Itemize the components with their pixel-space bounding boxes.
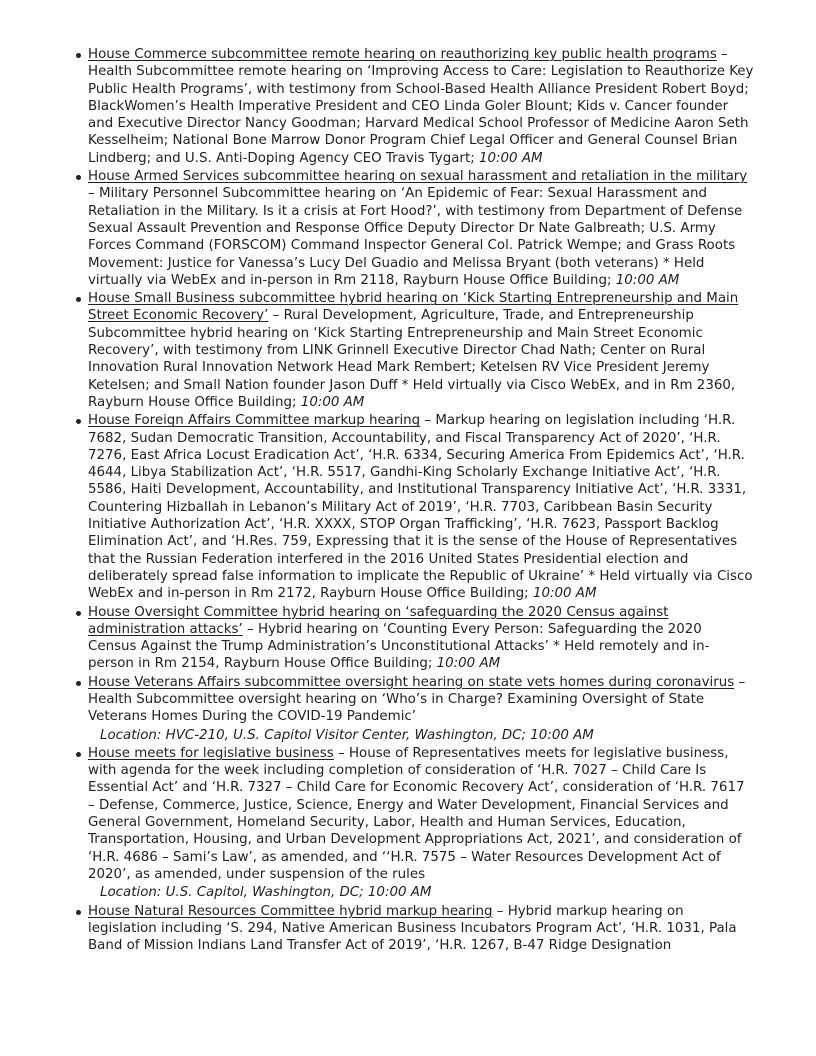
event-description: – Health Subcommittee remote hearing on ‘Improving Access to Care: Legislation to Reauthorize Key Public Health Programs’, with testimony from School-Based Health Alliance President Robert Boyd; BlackWomen’s Health Imperative President and CEO Linda Goler Blount; Kids v. Cancer founder and Executive Director Nancy Goodman; Harvard Medical School Professor of Medicine Aaron Seth Kesselheim; National Bone Marrow Donor Program Chief Legal Officer and General Counsel Brian Lindberg; and U.S. Anti-Doping Agency CEO Travis Tygart; [88, 47, 754, 166]
event-description: – Hybrid markup hearing on legislation including ‘S. 294, Native American Business Incubators Program Act’, ‘H.R. 1031, Pala Band of Mission Indians Land Transfer Act of 2019’, ‘H.R. 1267, B-47 Ridge Designation [88, 903, 737, 954]
event-item [88, 168, 754, 289]
event-description: – Hybrid hearing on ‘Counting Every Person: Safeguarding the 2020 Census Against the Trump Administration’s Unconstitutional Attacks’ * Held remotely and in-person in Rm 2154, Rayburn House Office Building; [88, 621, 710, 672]
event-time: 10:00 AM [532, 586, 597, 602]
event-description: – Military Personnel Subcommittee hearing on ‘An Epidemic of Fear: Sexual Harassment and Retaliation in the Military. Is it a crisis at Fort Hood?’, with testimony from Department of Defense Sexual Assault Prevention and Response Office Deputy Director Dr Nate Galbreath; U.S. Army Forces Command (FORSCOM) Command Inspector General Col. Patrick Wempe; and Grass Roots Movement: Justice for Vanessa’s Lucy Del Guadio and Melissa Bryant (both veterans) * Held virtually via WebEx and in-person in Rm 2118, Rayburn House Office Building; [88, 186, 743, 288]
event-title-link[interactable]: House Oversight Committee hybrid hearing on ‘safeguarding the 2020 Census against administration attacks’ [88, 604, 669, 637]
event-title-link[interactable]: House Commerce subcommittee remote hearing on reauthorizing key public health programs [88, 47, 717, 62]
event-item [88, 412, 754, 602]
event-item [88, 674, 754, 744]
event-title-link[interactable]: House Veterans Affairs subcommittee oversight hearing on state vets homes during coronavirus [88, 674, 735, 690]
event-time: 10:00 AM [300, 394, 365, 410]
event-description: – House of Representatives meets for legislative business, with agenda for the week including completion of consideration of ‘H.R. 7027 – Child Care Is Essential Act’ and ‘H.R. 7327 – Child Care for Economic Recovery Act’, consideration of ‘H.R. 7617 – Defense, Commerce, Justice, Science, Energy and Water Development, Financial Services and General Government, Homeland Security, Labor, Health and Human Services, Education, Transportation, Housing, and Urban Development Appropriations Act, 2021’, and consideration of ‘H.R. 4686 – Sami’s Law’, as amended, and ‘‘H.R. 7575 – Water Resources Development Act of 2020’, as amended, under suspension of the rules [88, 745, 745, 882]
event-location: Location: HVC-210, U.S. Capitol Visitor Center, Washington, DC; 10:00 AM [100, 727, 594, 743]
event-title-link[interactable]: House Small Business subcommittee hybrid hearing on ‘Kick Starting Entrepreneurship and Main Street Economic Recovery’ [88, 291, 739, 324]
event-time: 10:00 AM [478, 150, 543, 166]
event-item [88, 903, 754, 955]
event-item [88, 745, 754, 902]
event-description: – Rural Development, Agriculture, Trade, and Entrepreneurship Subcommittee hybrid hearing on ‘Kick Starting Entrepreneurship and Main Street Economic Recovery’, with testimony from LINK Grinnell Executive Director Chad Nath; Center on Rural Innovation Rural Innovation Network Head Mark Rembert; Ketelsen RV Vice President Jeremy Ketelsen; and Small Nation founder Jason Duff * Held virtually via Cisco WebEx, and in Rm 2360, Rayburn House Office Building; [88, 308, 736, 410]
event-description: – Markup hearing on legislation including ‘H.R. 7682, Sudan Democratic Transition, Accountability, and Fiscal Transparency Act of 2020’, ‘H.R. 7276, East Africa Locust Eradication Act’, ‘H.R. 6334, Securing America From Epidemics Act’, ‘H.R. 4644, Libya Stabilization Act’, ‘H.R. 5517, Gandhi-King Scholarly Exchange Initiative Act’, ‘H.R. 5586, Haiti Development, Accountability, and Institutional Transparency Initiative Act’, ‘H.R. 3331, Countering Hizballah in Lebanon’s Military Act of 2019’, ‘H.R. 7703, Caribbean Basin Security Initiative Authorization Act’, ‘H.R. XXXX, STOP Organ Trafficking’, ‘H.R. 7623, Passport Backlog Elimination Act’, and ‘H.Res. 759, Expressing that it is the sense of the House of Representatives that the Russian Federation interfered in the 2016 United States Presidential election and deliberately spread false information to implicate the Republic of Ukraine’ * Held virtually via Cisco WebEx and in-person in Rm 2172, Rayburn House Office Building; [88, 413, 753, 602]
event-title-link[interactable]: House Natural Resources Committee hybrid markup hearing [88, 903, 493, 919]
event-title-link[interactable]: House meets for legislative business [88, 745, 334, 761]
event-list [88, 46, 754, 955]
event-location: Location: U.S. Capitol, Washington, DC; 10:00 AM [100, 885, 432, 901]
event-description: – Health Subcommittee oversight hearing on ‘Who’s in Charge? Examining Oversight of State Veterans Homes During the COVID-19 Pandemic’ [88, 674, 746, 725]
event-time: 10:00 AM [615, 272, 680, 288]
event-title-link[interactable]: House Armed Services subcommittee hearing on sexual harassment and retaliation in the military [88, 169, 748, 185]
event-title-link[interactable]: House Foreign Affairs Committee markup hearing [88, 413, 421, 429]
event-time: 10:00 AM [436, 656, 501, 672]
event-item [88, 290, 754, 411]
event-item [88, 604, 754, 673]
event-item [88, 46, 754, 167]
